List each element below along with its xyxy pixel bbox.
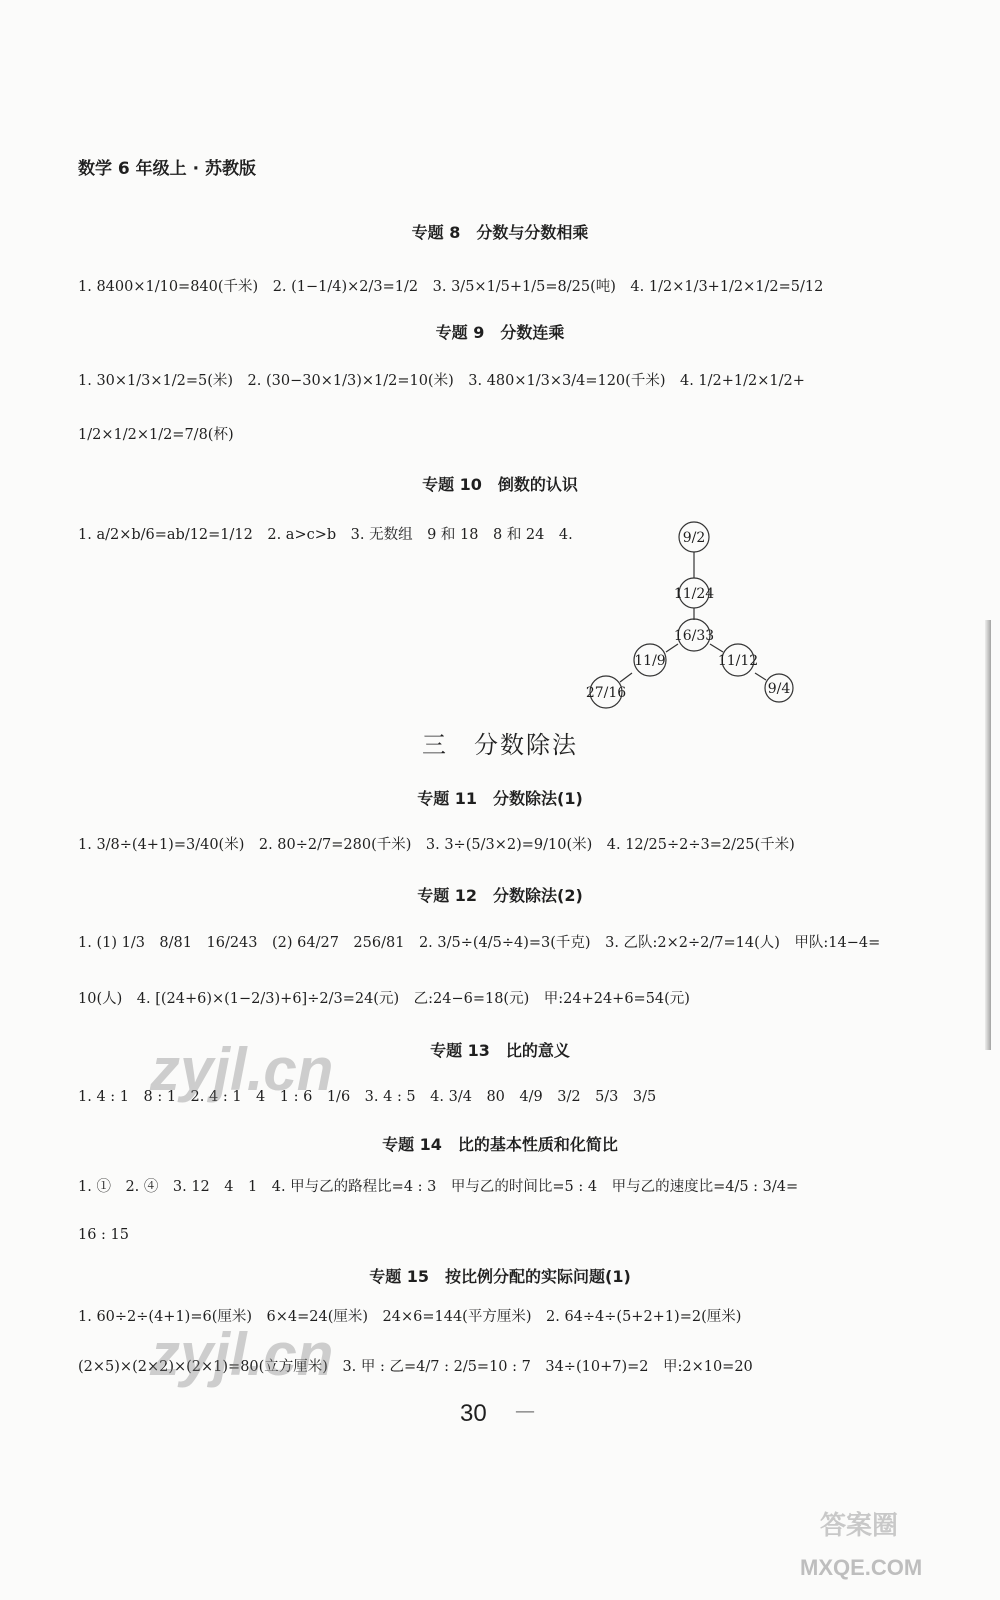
section-9-title: 专题 9 分数连乘: [435, 323, 565, 342]
node-top: 9/2: [682, 530, 706, 546]
node-center: 16/33: [673, 628, 715, 644]
corner-logo: 答案圈: [820, 1510, 899, 1540]
section-12-line-2: 10(人) 4. [(24+6)×(1−2/3)+6]÷2/3=24(元) 乙:24−6=18(元) 甲:24+24+6=54(元): [78, 991, 690, 1007]
node-upper: 11/24: [673, 586, 715, 602]
section-10-line-1: 1. a/2×b/6=ab/12=1/12 2. a>c>b 3. 无数组 9 和 18 8 和 24 4.: [78, 527, 573, 543]
watermark-2: zyjl.cn: [150, 1321, 334, 1388]
section-15-line-1: 1. 60÷2÷(4+1)=6(厘米) 6×4=24(厘米) 24×6=144(平方厘米) 2. 64÷4÷(5+2+1)=2(厘米): [78, 1309, 742, 1325]
section-10-title: 专题 10 倒数的认识: [422, 475, 578, 494]
section-8-title: 专题 8 分数与分数相乘: [411, 223, 589, 242]
section-13-title: 专题 13 比的意义: [430, 1041, 570, 1060]
section-9-line-2: 1/2×1/2×1/2=7/8(杯): [78, 427, 234, 443]
page-header: 数学 6 年级上 · 苏教版: [78, 159, 256, 179]
section-12-line-1: 1. (1) 1/3 8/81 16/243 (2) 64/27 256/81 2. 3/5÷(4/5÷4)=3(千克) 3. 乙队:2×2÷2/7=14(人) 甲队:14−4=: [78, 935, 881, 951]
section-15-line-2: (2×5)×(2×2)×(2×1)=80(立方厘米) 3. 甲 : 乙=4/7 : 2/5=10 : 7 34÷(10+7)=2 甲:2×10=20: [78, 1359, 753, 1375]
section-15-title: 专题 15 按比例分配的实际问题(1): [369, 1267, 631, 1286]
section-9-line-1: 1. 30×1/3×1/2=5(米) 2. (30−30×1/3)×1/2=10(米) 3. 480×1/3×3/4=120(千米) 4. 1/2+1/2×1/2+: [78, 373, 805, 389]
node-left-outer: 27/16: [585, 685, 627, 701]
node-right-outer: 9/4: [767, 681, 791, 697]
section-13-line-1: 1. 4 : 1 8 : 1 2. 4 : 1 4 1 : 6 1/6 3. 4 : 5 4. 3/4 80 4/9 3/2 5/3 3/5: [78, 1089, 657, 1105]
section-8-line-1: 1. 8400×1/10=840(千米) 2. (1−1/4)×2/3=1/2 3. 3/5×1/5+1/5=8/25(吨) 4. 1/2×1/3+1/2×1/2=5/12: [78, 279, 824, 295]
section-14-title: 专题 14 比的基本性质和化简比: [382, 1135, 618, 1154]
scan-edge-shadow: [985, 620, 991, 1050]
section-11-line-1: 1. 3/8÷(4+1)=3/40(米) 2. 80÷2/7=280(千米) 3. 3÷(5/3×2)=9/10(米) 4. 12/25÷2÷3=2/25(千米): [78, 837, 795, 853]
page-number: 30: [460, 1400, 487, 1427]
watermark-1: zyjl.cn: [150, 1036, 334, 1103]
section-11-title: 专题 11 分数除法(1): [417, 789, 583, 808]
chapter-title: 三 分数除法: [422, 731, 578, 759]
section-14-line-2: 16 : 15: [78, 1227, 130, 1243]
reciprocal-tree-diagram: [570, 510, 830, 710]
section-14-line-1: 1. ① 2. ④ 3. 12 4 1 4. 甲与乙的路程比=4 : 3 甲与乙的时间比=5 : 4 甲与乙的速度比=4/5 : 3/4=: [78, 1179, 799, 1195]
section-12-title: 专题 12 分数除法(2): [417, 886, 583, 905]
corner-url: MXQE.COM: [800, 1555, 923, 1580]
page-dash: —: [515, 1398, 535, 1422]
node-left: 11/9: [634, 653, 666, 669]
node-right: 11/12: [717, 653, 759, 669]
